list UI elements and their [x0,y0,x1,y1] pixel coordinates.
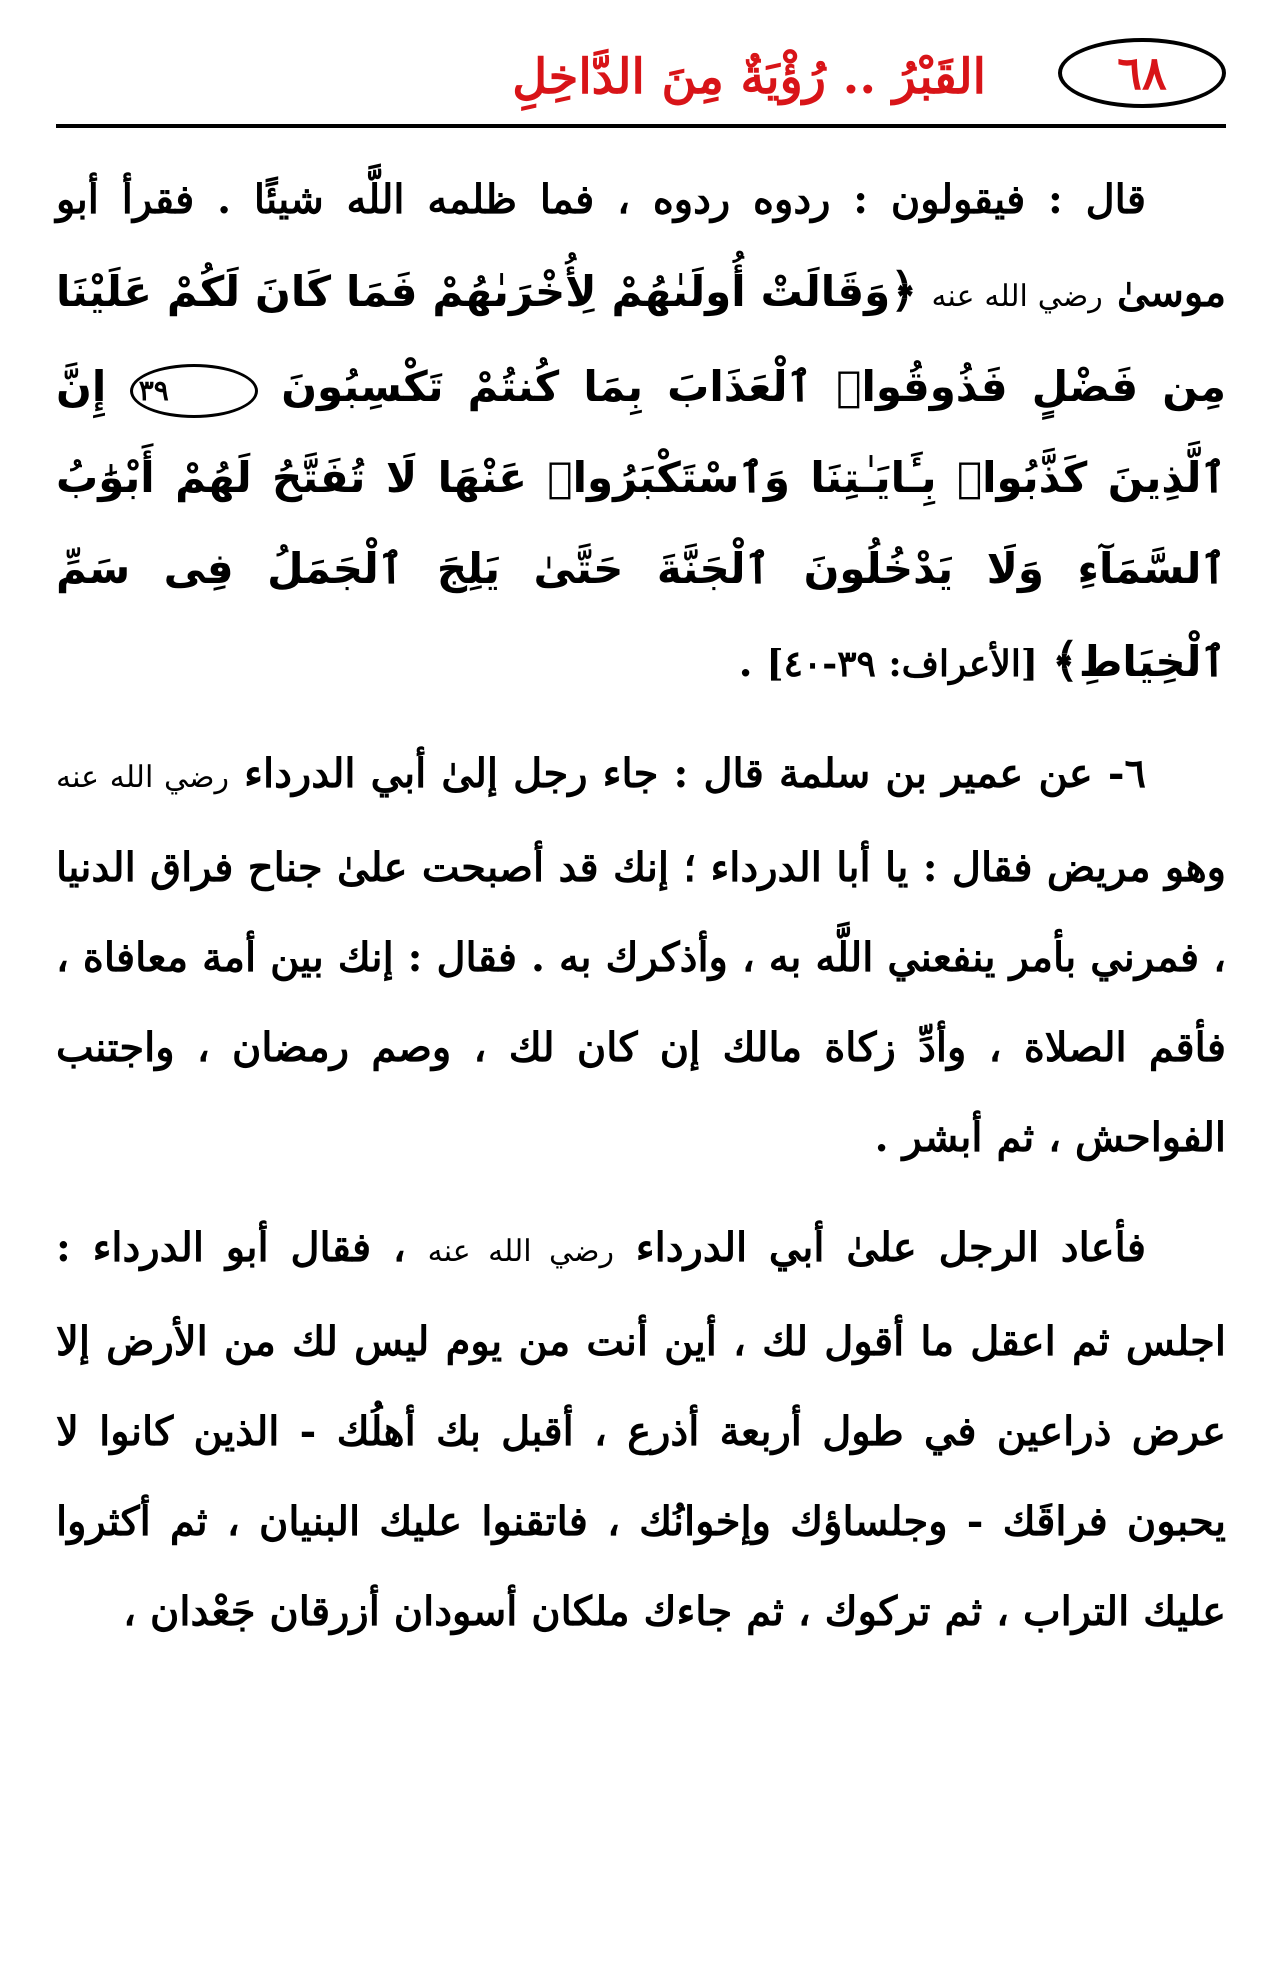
honorific-glyph: رضي الله عنه [56,760,230,795]
paragraph-hadith-6 [56,729,1226,1183]
running-title: القَبْرُ .. رُؤْيَةٌ مِنَ الدَّاخِلِ [512,49,986,105]
page-number: ٦٨ [1058,38,1226,108]
quran-verse-39: وَقَالَتْ أُولَىٰهُمْ لِأُخْرَىٰهُمْ فَمَا كَانَ لَكُمْ عَلَيْنَا مِن فَضْلٍ فَذُوقُوا۟ ٱلْعَذَابَ بِمَا كُنتُمْ تَكْسِبُونَ [56,267,1226,411]
page-body [56,155,1226,1657]
paragraph-continuation [56,1203,1226,1657]
honorific-glyph: رضي الله عنه [931,279,1103,314]
paragraph-1-end: . [738,639,753,686]
paragraph-3-part-2: ، فقال أبو الدرداء : اجلس ثم اعقل ما أقول لك ، أين أنت من يوم ليس لك من الأرض إلا عرض ذراعين في طول أربعة أذرع ، أقبل بك أهلُك - الذين كانوا لا يحبون فراقَك - وجلساؤك وإخوانُك ، فاتقنوا عليك البنيان ، ثم أكثروا عليك التراب ، ثم تركوك ، ثم جاءك ملكان أسودان أزرقان جَعْدان ، [56,1224,1226,1635]
ayah-number-marker: ٣٩ [130,364,258,418]
quote-close-bracket: ﴾ [1051,633,1079,687]
paragraph-2-part-2: وهو مريض فقال : يا أبا الدرداء ؛ إنك قد أصبحت علىٰ جناح فراق الدنيا ، فمرني بأمر ينفعني اللَّه به ، وأذكرك به . فقال : إنك بين أمة معافاة ، فأقم الصلاة ، وأدِّ زكاة مالك إن كان لك ، وصم رمضان ، واجتنب الفواحش ، ثم أبشر . [56,844,1226,1161]
honorific-glyph: رضي الله عنه [427,1234,614,1269]
header-rule [56,124,1226,128]
verse-citation: [الأعراف: ٣٩-٤٠] [766,643,1038,685]
paragraph-3-part-1: فأعاد الرجل علىٰ أبي الدرداء [635,1224,1146,1271]
quote-open-bracket: ﴿ [890,263,918,317]
quran-verse-40: إِنَّ ٱلَّذِينَ كَذَّبُوا۟ بِـَٔايَـٰتِنَا وَٱسْتَكْبَرُوا۟ عَنْهَا لَا تُفَتَّحُ لَهُمْ أَبْوَٰبُ ٱلسَّمَآءِ وَلَا يَدْخُلُونَ ٱلْجَنَّةَ حَتَّىٰ يَلِجَ ٱلْجَمَلُ فِى سَمِّ ٱلْخِيَاطِ [56,362,1226,686]
paragraph-1-intro: قال : فيقولون : ردوه ردوه ، فما ظلمه اللَّه شيئًا . فقرأ أبو موسىٰ [56,176,1226,316]
paragraph-quran-quote [56,155,1226,709]
page-header [56,38,1226,130]
paragraph-2-part-1: ٦- عن عمير بن سلمة قال : جاء رجل إلىٰ أبي الدرداء [244,750,1146,797]
